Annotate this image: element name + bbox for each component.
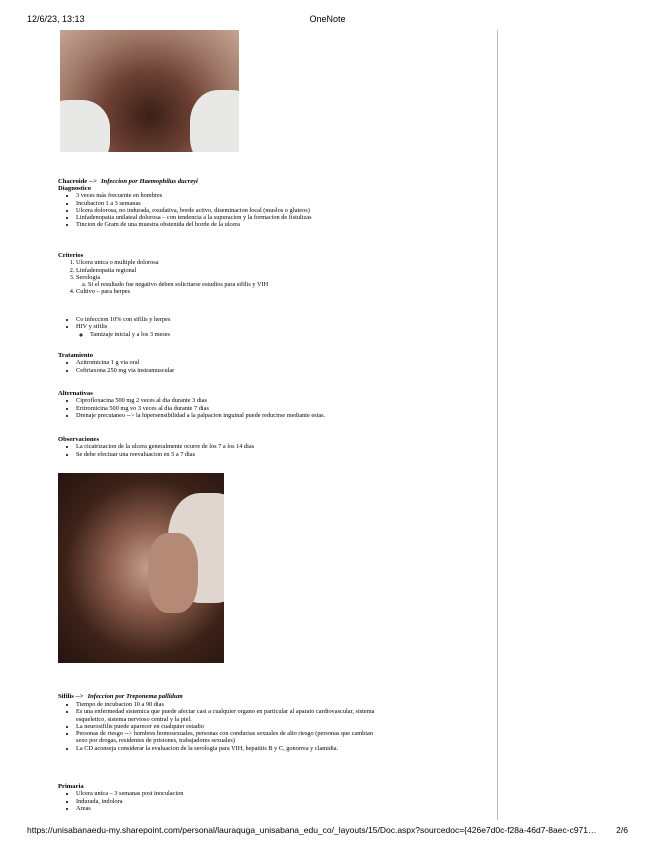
list-item: • Ciprofloxacina 500 mg 2 veces al dia durante 3 dias: [76, 397, 488, 404]
list-item: • Azitromicina 1 g via oral: [76, 359, 488, 366]
alternativas-section: [58, 390, 488, 419]
list-item: [76, 323, 488, 338]
primaria-heading: Primaria: [58, 783, 84, 790]
list-item: • Indurada, indolora: [76, 798, 488, 805]
primaria-list: [58, 790, 488, 812]
list-item: • Tincion de Gram de una muestra obstenida del borde de la ulcera: [76, 221, 488, 228]
tratamiento-section: [58, 352, 488, 374]
list-item: • Tiempo de incubacion 10 a 90 dias: [76, 701, 378, 708]
clinical-photo-syphilis: [58, 473, 224, 663]
coinfeccion-sublist: [76, 331, 488, 338]
print-header: [27, 14, 628, 26]
list-item: • Eritromicina 500 mg vo 3 veces al dia durante 7 dias: [76, 405, 488, 412]
observaciones-heading: Observaciones: [58, 436, 100, 443]
list-item: 2. Linfadenopatia regional: [76, 267, 488, 274]
alternativas-list: [58, 397, 488, 419]
list-item: • Co infeccion 10% con sifilis y herpes: [76, 316, 488, 323]
tratamiento-heading: Tratamiento: [58, 352, 94, 359]
list-item: • Areas: [76, 805, 488, 812]
list-item: a. Si el resultado fue negativo deben solicitarse estudios para sifilis y VIH: [88, 281, 488, 288]
syphilis-list: [58, 701, 378, 752]
clinical-photo-chancroid: [60, 30, 239, 152]
criterios-list: [58, 259, 488, 295]
list-item: [76, 274, 488, 289]
syphilis-title-cause: Infeccion por Treponema pallidum: [87, 693, 183, 700]
page-url: https://unisabanaedu-my.sharepoint.com/personal/lauraquga_unisabana_edu_co/_layouts/15/Doc.aspx?sourcedoc={426e7d0c-f28a-46d7-8aec-c971…: [27, 825, 597, 835]
list-item: 4. Cultivo – para herpes: [76, 288, 488, 295]
glove-right: [190, 90, 239, 152]
list-item: • Ulcera unica – 3 semanas post inoculacion: [76, 790, 488, 797]
tratamiento-list: [58, 359, 488, 374]
list-item: • Ceftriaxona 250 mg via instramuscular: [76, 367, 488, 374]
lesion-area: [148, 533, 198, 613]
primaria-section: [58, 783, 488, 812]
observaciones-section: [58, 436, 488, 458]
syphilis-title-prefix: Sifilis -->: [58, 693, 84, 700]
coinfeccion-section: [58, 316, 488, 338]
print-datetime: 12/6/23, 13:13: [27, 14, 85, 24]
syphilis-section: [58, 701, 378, 752]
list-item: ◦ Tamizaje inicial y a los 3 meses: [90, 331, 488, 338]
list-item-label: Serologia: [76, 273, 101, 281]
diagnostico-list: [58, 192, 488, 228]
list-item: • Linfadenopatia unilateal dolorosa – con tendencia a la supuracion y la formacion de fistulizas: [76, 214, 488, 221]
list-item: • Drenaje precutaneo --> la hipersensibilidad a la palpacion inguinal puede reducirse mediante estas.: [76, 412, 488, 419]
list-item: • La CD aconseja considerar la evaluacion de la serologia para VIH, hepatitis B y C, gonorrea y clamidia.: [76, 745, 378, 752]
list-item: • Ulcera dolorosa, no indurada, exudativa, borde activo, diseminacion local (muslos o gluteos): [76, 207, 488, 214]
list-item: • 3 veces más frecuente en hombres: [76, 192, 488, 199]
list-item: • Es una enfermedad sistemica que puede afectar casi a cualquier organo en particular al aparato cardiovascular, sistema esqueletico, sistema nervioso central y la piel.: [76, 708, 378, 723]
observaciones-list: [58, 443, 488, 458]
page-number: 2/6: [616, 825, 628, 835]
list-item-label: HIV y sifilis: [76, 323, 108, 331]
list-item: • La cicatrizacion de la ulcera generalmente ocurre de los 7 a los 14 dias: [76, 443, 488, 450]
glove-left: [60, 100, 110, 152]
list-item: • Personas de riesgo --> hombres homosexuales, personas con conductas sexuales de alto riesgo (personas que cambian sexo por drogas, residentes de prisiones, trabajadores sexuales): [76, 730, 378, 745]
page-divider: [497, 30, 498, 820]
list-item: 1. Ulcera unica o multiple dolorosa: [76, 259, 488, 266]
list-item: • La neurosifilis puede aparecer en cualquier estadio: [76, 723, 378, 730]
chancroid-title-cause: Infeccion por Haemophilus ducreyi: [100, 178, 198, 185]
list-item: • Incubacion 1 a 3 semanas: [76, 200, 488, 207]
diagnostico-heading: Diagnostico: [58, 185, 91, 192]
criterios-sublist: [76, 281, 488, 288]
coinfeccion-list: [58, 316, 488, 338]
chancroid-title-prefix: Chacroide -->: [58, 178, 97, 185]
diagnostico-section: [58, 185, 488, 229]
criterios-section: [58, 252, 488, 296]
criterios-heading: Criterios: [58, 252, 84, 259]
alternativas-heading: Alternativas: [58, 390, 93, 397]
app-title: OneNote: [309, 14, 346, 24]
list-item: • Se debe efectuar una reevaluacion en 5 a 7 dias: [76, 451, 488, 458]
